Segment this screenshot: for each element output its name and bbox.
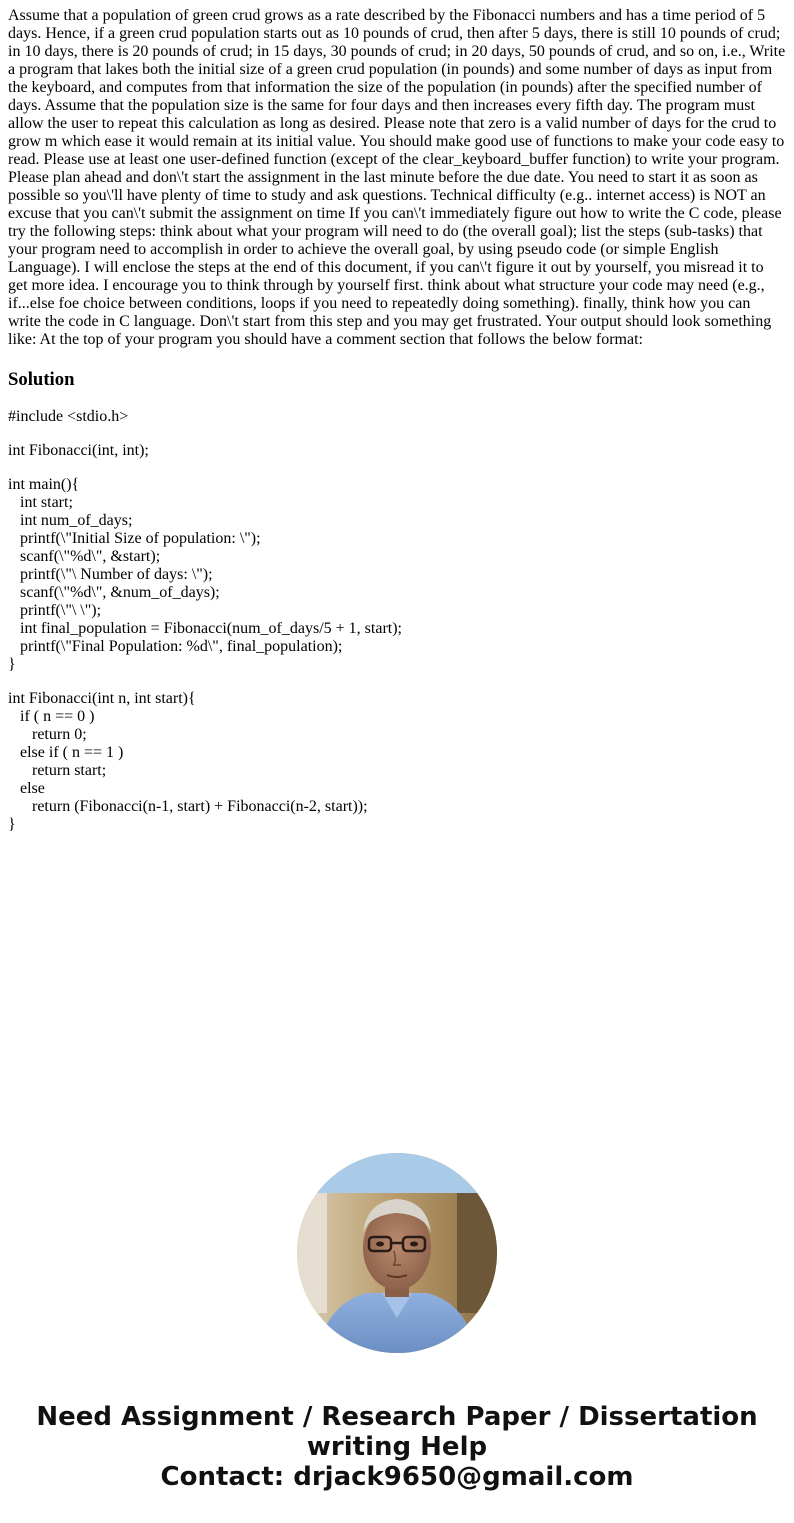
- document-page: [8, 7, 786, 834]
- solution-code: [8, 408, 786, 834]
- code-line: printf(\"\ Number of days: \");: [8, 566, 213, 583]
- code-line: printf(\"Final Population: %d\", final_population);: [8, 638, 343, 655]
- code-blank-line: [8, 674, 786, 690]
- promo-line-2: writing Help: [306, 1432, 488, 1462]
- code-blank-line: [8, 426, 786, 442]
- code-line: return start;: [8, 762, 107, 779]
- code-blank-line: [8, 460, 786, 476]
- contact-email: Contact: drjack9650@gmail.com: [160, 1462, 634, 1492]
- code-line: #include <stdio.h>: [8, 408, 129, 425]
- question-paragraph: Assume that a population of green crud grows as a rate described by the Fibonacci numbers and has a time period of 5 days. Hence, if a green crud population starts out as 10 pounds of crud, then after 5 days, there is still 10 pounds of crud; in 10 days, there is 20 pounds of crud; in 15 days, 30 pounds of crud; in 20 days, 50 pounds of crud, and so on, i.e., Write a program that lakes both the initial size of a green crud population (in pounds) and some number of days as input from the keyboard, and computes from that information the size of the population (in pounds) after the specified number of days. Assume that the population size is the same for four days and then increases every fifth day. The program must allow the user to repeat this calculation as long as desired. Please note that zero is a valid number of days for the crud to grow m which ease it would remain at its initial value. You should make good use of functions to make your code easy to read. Please use at least one user-defined function (except of the clear_keyboard_buffer function) to write your program. Please plan ahead and don\'t start the assignment in the last minute before the due date. You need to start it as soon as possible so you\'ll have plenty of time to study and ask questions. Technical difficulty (e.g.. internet access) is NOT an excuse that you can\'t submit the assignment on time If you can\'t immediately figure out how to write the C code, please try the following steps: think about what your program will need to do (the overall goal); list the steps (sub-tasks) that your program need to accomplish in order to achieve the overall goal, by using pseudo code (or simple English Language). I will enclose the steps at the end of this document, if you can\'t figure it out by yourself, you misread it to get more idea. I encourage you to think through by yourself first. think about what structure your code may need (e.g., if...else foe choice between conditions, loops if you need to repeatedly doing something). finally, think how you can write the code in C language. Don\'t start from this step and you may get frustrated. Your output should look something like: At the top of your program you should have a comment section that follows the below format:: [8, 7, 786, 348]
- code-line: scanf(\"%d\", &num_of_days);: [8, 584, 220, 601]
- code-line: int final_population = Fibonacci(num_of_days/5 + 1, start);: [8, 620, 402, 637]
- solution-heading: Solution: [8, 369, 75, 390]
- code-line: scanf(\"%d\", &start);: [8, 548, 161, 565]
- code-line: printf(\"Initial Size of population: \");: [8, 530, 261, 547]
- code-line: if ( n == 0 ): [8, 708, 95, 725]
- code-line: int start;: [8, 494, 73, 511]
- author-photo: [297, 1153, 497, 1353]
- promo-line-1: Need Assignment / Research Paper / Dissertation: [36, 1402, 758, 1432]
- code-line: }: [8, 816, 16, 833]
- code-line: printf(\"\ \");: [8, 602, 102, 619]
- code-line: else: [8, 780, 45, 797]
- code-line: int Fibonacci(int n, int start){: [8, 690, 196, 707]
- code-line: int num_of_days;: [8, 512, 133, 529]
- code-line: int Fibonacci(int, int);: [8, 442, 149, 459]
- code-line: return (Fibonacci(n-1, start) + Fibonacci(n-2, start));: [8, 798, 368, 815]
- code-line: return 0;: [8, 726, 87, 743]
- code-line: }: [8, 656, 16, 673]
- author-photo-image: [297, 1153, 497, 1353]
- code-line: int main(){: [8, 476, 80, 493]
- promo-footer: [0, 1402, 794, 1492]
- code-line: else if ( n == 1 ): [8, 744, 124, 761]
